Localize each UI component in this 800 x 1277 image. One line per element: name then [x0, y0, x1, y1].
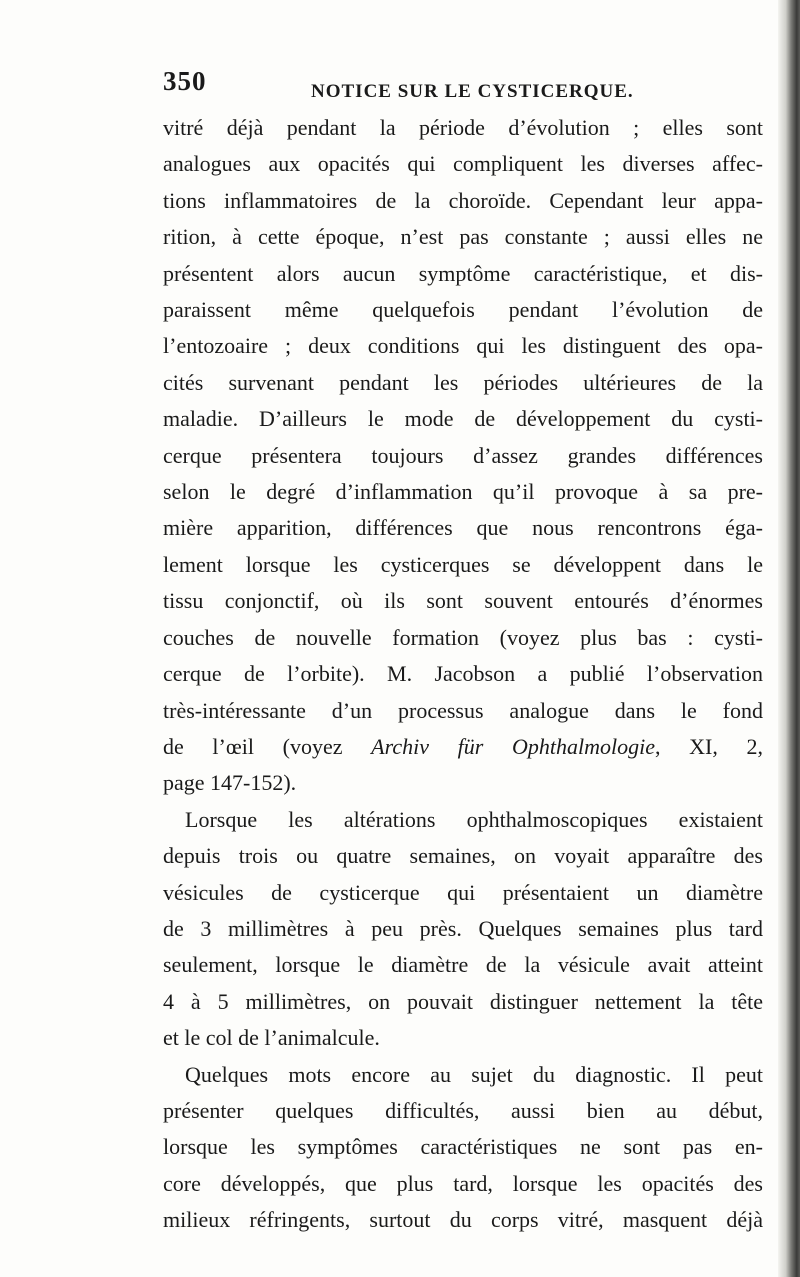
text-line: vésicules de cysticerque qui présentaient un diamètre [163, 879, 763, 905]
text-line: et le col de l’animalcule. [163, 1025, 380, 1051]
running-title: NOTICE SUR LE CYSTICERQUE. [311, 81, 634, 102]
text-line: tissu conjonctif, où ils sont souvent entourés d’énormes [163, 588, 763, 614]
text-line: selon le degré d’inflammation qu’il provoque à sa pre- [163, 479, 763, 505]
citation-line [163, 729, 763, 765]
text-line: 4 à 5 millimètres, on pouvait distinguer nettement la tête [163, 988, 763, 1014]
journal-title: Archiv für Ophthalmologie [371, 733, 655, 759]
text-line: très-intéressante d’un processus analogue dans le fond [163, 697, 763, 723]
text-line: l’entozoaire ; deux conditions qui les distinguent des opa- [163, 333, 763, 359]
text-line: cerque présentera toujours d’assez grandes différences [163, 442, 763, 468]
text-line: mière apparition, différences que nous rencontrons éga- [163, 515, 763, 541]
text-line: couches de nouvelle formation (voyez plus bas : cysti- [163, 624, 763, 650]
text-line: présentent alors aucun symptôme caractéristique, et dis- [163, 260, 763, 286]
text-line: tions inflammatoires de la choroïde. Cependant leur appa- [163, 187, 763, 213]
page-edge-shadow [778, 0, 800, 1277]
text-line: présenter quelques difficultés, aussi bien au début, [163, 1097, 763, 1123]
text-line: lement lorsque les cysticerques se développent dans le [163, 551, 763, 577]
text-line: cerque de l’orbite). M. Jacobson a publié l’observation [163, 661, 763, 687]
page-number: 350 [163, 66, 207, 96]
citation-after: , XI, 2, [654, 733, 763, 759]
text-line: vitré déjà pendant la période d’évolution ; elles sont [163, 115, 763, 140]
text-line: Lorsque les altérations ophthalmoscopiques existaient [185, 806, 763, 832]
text-line: paraissent même quelquefois pendant l’évolution de [163, 297, 763, 323]
text-line: cités survenant pendant les périodes ultérieures de la [163, 369, 763, 395]
text-line: milieux réfringents, surtout du corps vitré, masquent déjà [163, 1207, 763, 1233]
text-line: core développés, que plus tard, lorsque les opacités des [163, 1170, 763, 1196]
text-line: rition, à cette époque, n’est pas constante ; aussi elles ne [163, 224, 763, 250]
text-line: lorsque les symptômes caractéristiques ne sont pas en- [163, 1134, 763, 1160]
body-text [163, 110, 763, 1239]
text-line: analogues aux opacités qui compliquent les diverses affec- [163, 151, 763, 177]
text-line: page 147-152). [163, 770, 297, 796]
text-line: Quelques mots encore au sujet du diagnostic. Il peut [185, 1061, 763, 1087]
text-line: de 3 millimètres à peu près. Quelques semaines plus tard [163, 915, 763, 941]
citation-before: de l’œil (voyez [163, 733, 372, 759]
text-line: depuis trois ou quatre semaines, on voyait apparaître des [163, 843, 763, 869]
running-head [163, 66, 763, 106]
text-line: maladie. D’ailleurs le mode de développement du cysti- [163, 406, 763, 432]
text-line: seulement, lorsque le diamètre de la vésicule avait atteint [163, 952, 763, 978]
